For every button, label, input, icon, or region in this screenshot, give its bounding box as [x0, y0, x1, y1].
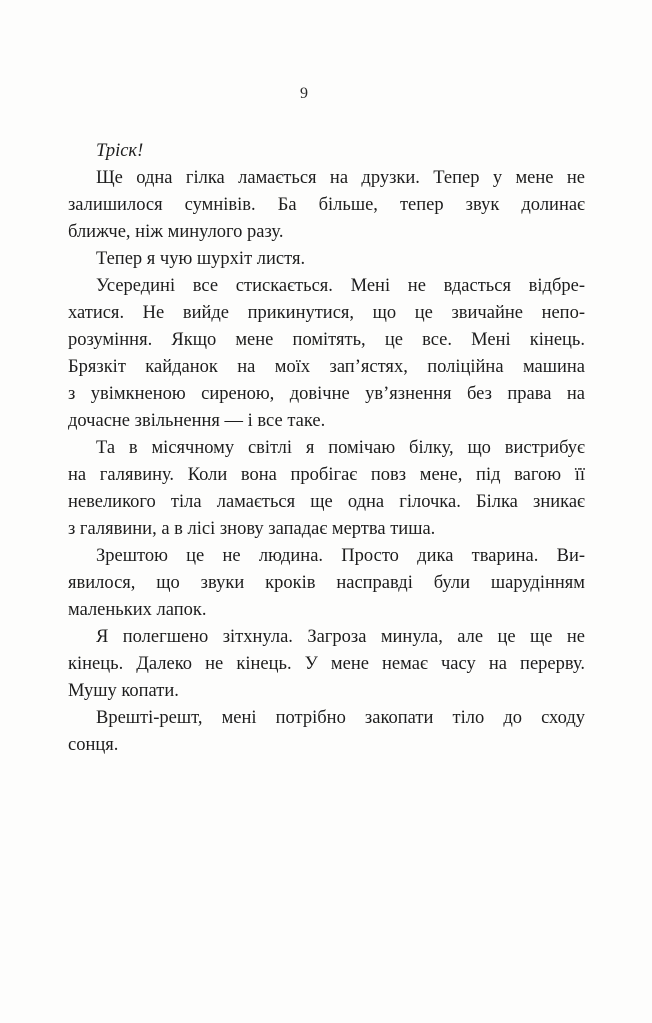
paragraph	[68, 624, 585, 705]
text-line: Я полегшено зітхнула. Загроза минула, але це ще не	[96, 627, 585, 647]
text-line: з увімкненою сиреною, довічне ув’язнення без права на	[68, 384, 585, 404]
paragraph	[68, 165, 585, 246]
text-line: Врешті-решт, мені потрібно закопати тіло до сходу	[96, 708, 585, 728]
text-line: Ще одна гілка ламається на друзки. Тепер у мене не	[96, 168, 585, 188]
paragraph	[68, 705, 585, 759]
page-text	[68, 138, 585, 759]
paragraph	[68, 273, 585, 435]
text-line: розуміння. Якщо мене помітять, це все. Мені кінець.	[68, 330, 585, 350]
paragraph	[68, 543, 585, 624]
text-line: Брязкіт кайданок на моїх зап’ястях, поліційна машина	[68, 357, 585, 377]
text-line: ближче, ніж минулого разу.	[68, 222, 284, 242]
text-line: кінець. Далеко не кінець. У мене немає часу на перерву.	[68, 654, 585, 674]
text-line: явилося, що звуки кроків насправді були шарудінням	[68, 573, 585, 593]
text-line: Мушу копати.	[68, 681, 179, 701]
text-line: Та в місячному світлі я помічаю білку, що вистрибує	[96, 438, 585, 458]
paragraph	[68, 138, 585, 165]
text-line: хатися. Не вийде прикинутися, що це звичайне непо-	[68, 303, 585, 323]
text-line: маленьких лапок.	[68, 600, 207, 620]
text-line: Усередині все стискається. Мені не вдасться відбре-	[96, 276, 585, 296]
text-line: на галявину. Коли вона пробігає повз мене, під вагою її	[68, 465, 585, 485]
text-line: сонця.	[68, 735, 119, 755]
paragraph	[68, 435, 585, 543]
page-number: 9	[300, 85, 308, 102]
text-line: невеликого тіла ламається ще одна гілочка. Білка зникає	[68, 492, 585, 512]
paragraph	[68, 246, 585, 273]
text-line: з галявини, а в лісі знову западає мертва тиша.	[68, 519, 436, 539]
text-line: дочасне звільнення — і все таке.	[68, 411, 326, 431]
text-line: Тепер я чую шурхіт листя.	[96, 249, 306, 269]
text-line: залишилося сумнівів. Ба більше, тепер звук долинає	[68, 195, 585, 215]
text-line: Зрештою це не людина. Просто дика тварина. Ви-	[96, 546, 585, 566]
text-line: Тріск!	[96, 141, 144, 161]
